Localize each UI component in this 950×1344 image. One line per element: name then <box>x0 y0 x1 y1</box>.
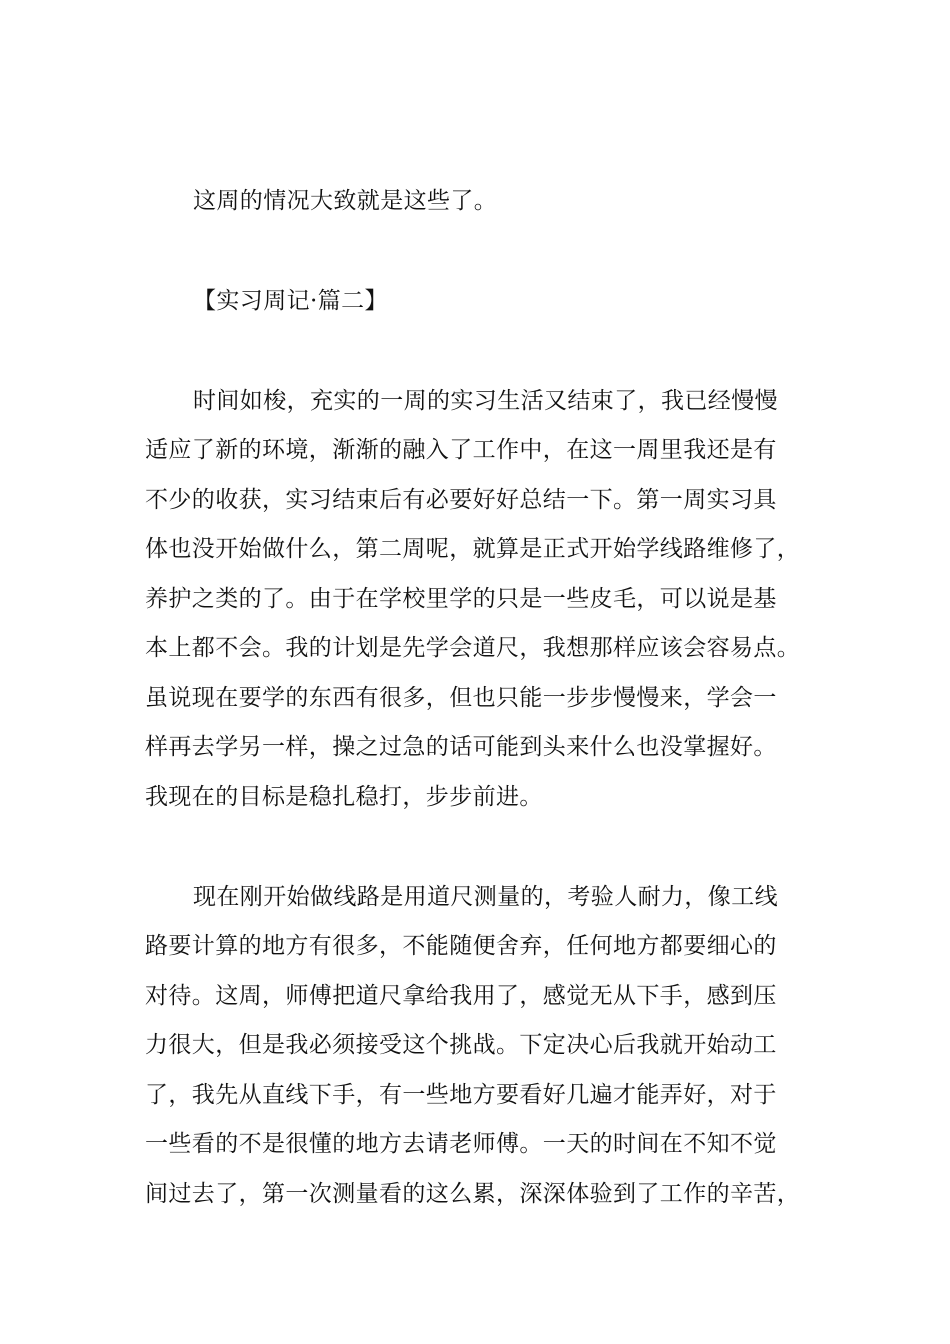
paragraph-line: 一些看的不是很懂的地方去请老师傅。一天的时间在不知不觉 <box>145 1131 777 1157</box>
closing-line: 这周的情况大致就是这些了。 <box>193 188 498 214</box>
paragraph-line: 了，我先从直线下手，有一些地方要看好几遍才能弄好，对于 <box>145 1082 777 1108</box>
paragraph-line: 力很大，但是我必须接受这个挑战。下定决心后我就开始动工 <box>145 1032 777 1058</box>
paragraph-line: 不少的收获，实习结束后有必要好好总结一下。第一周实习具 <box>145 487 777 513</box>
section-heading: 【实习周记·篇二】 <box>193 288 388 314</box>
paragraph-line: 对待。这周，师傅把道尺拿给我用了，感觉无从下手，感到压 <box>145 983 777 1009</box>
paragraph-line: 间过去了，第一次测量看的这么累，深深体验到了工作的辛苦， <box>145 1181 801 1207</box>
paragraph-line: 现在刚开始做线路是用道尺测量的，考验人耐力，像工线 <box>193 884 778 910</box>
paragraph-line: 养护之类的了。由于在学校里学的只是一些皮毛，可以说是基 <box>145 586 777 612</box>
paragraph-line: 体也没开始做什么，第二周呢，就算是正式开始学线路维修了， <box>145 536 801 562</box>
paragraph-line: 适应了新的环境，渐渐的融入了工作中，在这一周里我还是有 <box>145 437 777 463</box>
paragraph-line: 路要计算的地方有很多，不能随便舍弃，任何地方都要细心的 <box>145 933 777 959</box>
paragraph-line: 本上都不会。我的计划是先学会道尺，我想那样应该会容易点。 <box>145 635 801 661</box>
paragraph-line: 样再去学另一样，操之过急的话可能到头来什么也没掌握好。 <box>145 734 777 760</box>
paragraph-line: 我现在的目标是稳扎稳打，步步前进。 <box>145 784 543 810</box>
paragraph-line: 时间如梭，充实的一周的实习生活又结束了，我已经慢慢 <box>193 388 778 414</box>
paragraph-line: 虽说现在要学的东西有很多，但也只能一步步慢慢来，学会一 <box>145 685 777 711</box>
